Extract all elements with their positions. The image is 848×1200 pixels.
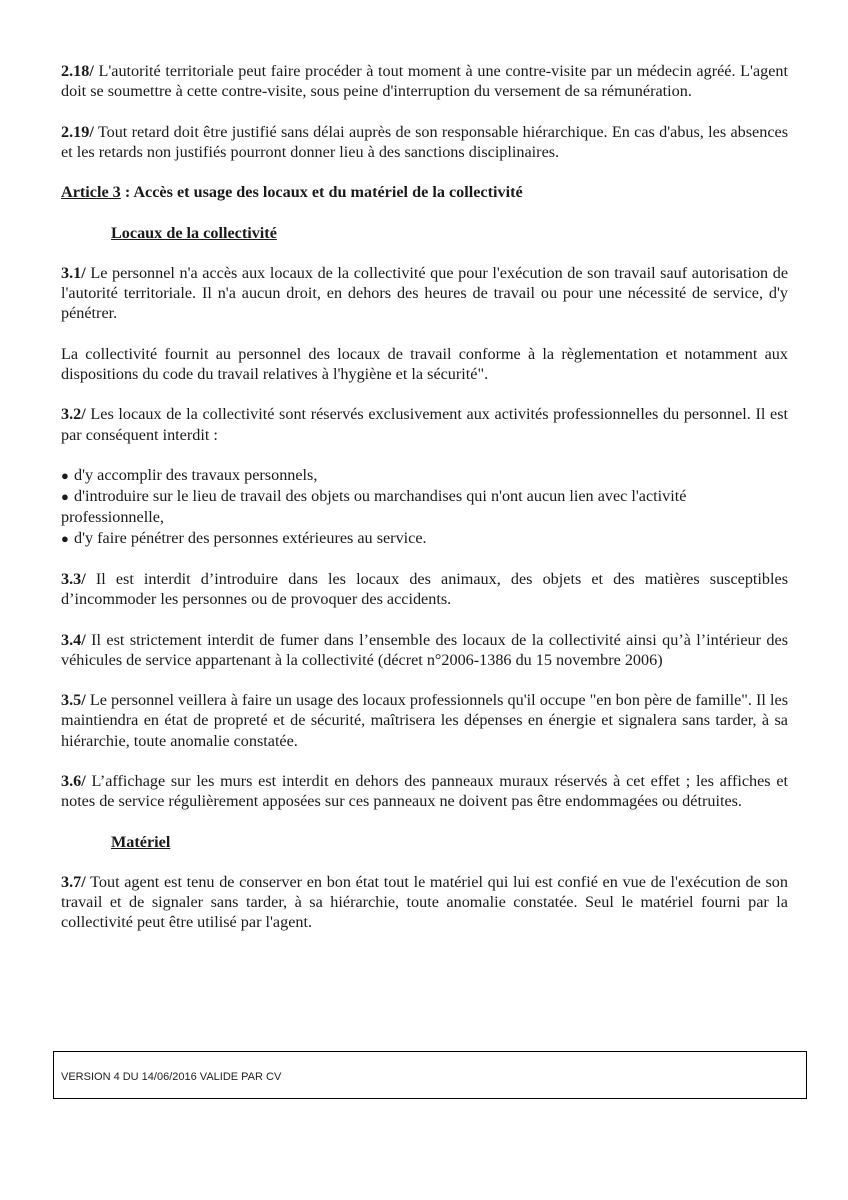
list-item — [61, 528, 788, 549]
paragraph-text: L'autorité territoriale peut faire procéder à tout moment à une contre-visite par un médecin agréé. L'agent doit se soumettre à cette contre-visite, sous peine d'interruption du versement de sa rémunération. — [61, 62, 788, 101]
paragraph-3-1 — [61, 263, 788, 324]
paragraph-number: 2.18/ — [61, 62, 94, 80]
paragraph-text: Tout agent est tenu de conserver en bon état tout le matériel qui lui est confié en vue de l'exécution de son travail et de signaler sans tarder, à sa hiérarchie, toute anomalie constatée. Seul le matériel fourni par la collectivité peut être utilisé par l'agent. — [61, 872, 788, 932]
paragraph-2-18 — [61, 61, 788, 101]
list-item-text: d'y accomplir des travaux personnels, — [74, 465, 318, 484]
paragraph-number: 2.19/ — [61, 122, 94, 141]
paragraph-number: 3.5/ — [61, 691, 86, 710]
list-item — [61, 486, 788, 527]
article-3-heading — [61, 182, 788, 202]
paragraph-number: 3.6/ — [61, 771, 86, 790]
paragraph-text: Il est interdit d’introduire dans les locaux des animaux, des objets et des matières susceptibles d’incommoder les personnes ou de provoquer des accidents. — [61, 569, 788, 609]
paragraph-number: 3.4/ — [61, 630, 86, 649]
list-item-text: d'introduire sur le lieu de travail des objets ou marchandises qui n'ont aucun lien avec l'activité professionnelle, — [61, 487, 687, 527]
paragraph-text: L’affichage sur les murs est interdit en dehors des panneaux muraux réservés à cet effet ; les affiches et notes de service régulièrement apposées sur ces panneaux ne doivent pas être endommagées ou détruites. — [61, 771, 788, 811]
bullet-icon: ● — [61, 489, 69, 505]
paragraph-number: 3.1/ — [61, 263, 86, 282]
bullet-icon: ● — [61, 530, 69, 546]
bullet-icon: ● — [61, 467, 69, 483]
paragraph-3-7 — [61, 872, 788, 933]
paragraph-3-6 — [61, 771, 788, 811]
paragraph-3-1-continued: La collectivité fournit au personnel des locaux de travail conforme à la règlementation et notamment aux dispositions du code du travail relatives à l'hygiène et la sécurité". — [61, 344, 788, 383]
paragraph-text: Le personnel veillera à faire un usage des locaux professionnels qu'il occupe "en bon père de famille". Il les maintiendra en état de propreté et de sécurité, maîtrisera les dépenses en énergie et signalera sans tarder, à sa hiérarchie, toute anomalie constatée. — [61, 691, 788, 750]
paragraph-3-2 — [61, 404, 788, 444]
footer-version-text: VERSION 4 DU 14/06/2016 VALIDE PAR CV — [61, 1071, 282, 1083]
paragraph-number: 3.2/ — [61, 405, 86, 424]
article-label: Article 3 — [61, 183, 121, 202]
paragraph-2-19 — [61, 122, 788, 162]
subheading-materiel: Matériel — [111, 832, 171, 851]
paragraph-text: Le personnel n'a accès aux locaux de la collectivité que pour l'exécution de son travail sauf autorisation de l'autorité territoriale. Il n'a aucun droit, en dehors des heures de travail ou pour une nécessité de service, d'y pénétrer. — [61, 263, 788, 323]
paragraph-text: Tout retard doit être justifié sans délai auprès de son responsable hiérarchique. En cas d'abus, les absences et les retards non justifiés pourront donner lieu à des sanctions disciplinaires. — [61, 122, 788, 161]
subheading-locaux: Locaux de la collectivité — [111, 223, 277, 242]
list-item — [61, 465, 788, 486]
paragraph-text: Les locaux de la collectivité sont réservés exclusivement aux activités professionnelles du personnel. Il est par conséquent interdit : — [61, 405, 788, 444]
document-page — [61, 61, 788, 953]
paragraph-text: Il est strictement interdit de fumer dans l’ensemble des locaux de la collectivité ainsi qu’à l’intérieur des véhicules de service appartenant à la collectivité (décret n°2006-1386 du 15 novembre 2006) — [61, 630, 788, 669]
article-title: : Accès et usage des locaux et du matériel de la collectivité — [120, 183, 523, 202]
paragraph-3-5 — [61, 690, 788, 751]
bullet-list-3-2 — [61, 465, 788, 549]
list-item-text: d'y faire pénétrer des personnes extérieures au service. — [74, 528, 427, 547]
footer-box — [53, 1051, 807, 1099]
paragraph-3-3 — [61, 569, 788, 609]
paragraph-3-4 — [61, 630, 788, 670]
paragraph-number: 3.7/ — [61, 872, 86, 891]
paragraph-number: 3.3/ — [61, 569, 86, 588]
